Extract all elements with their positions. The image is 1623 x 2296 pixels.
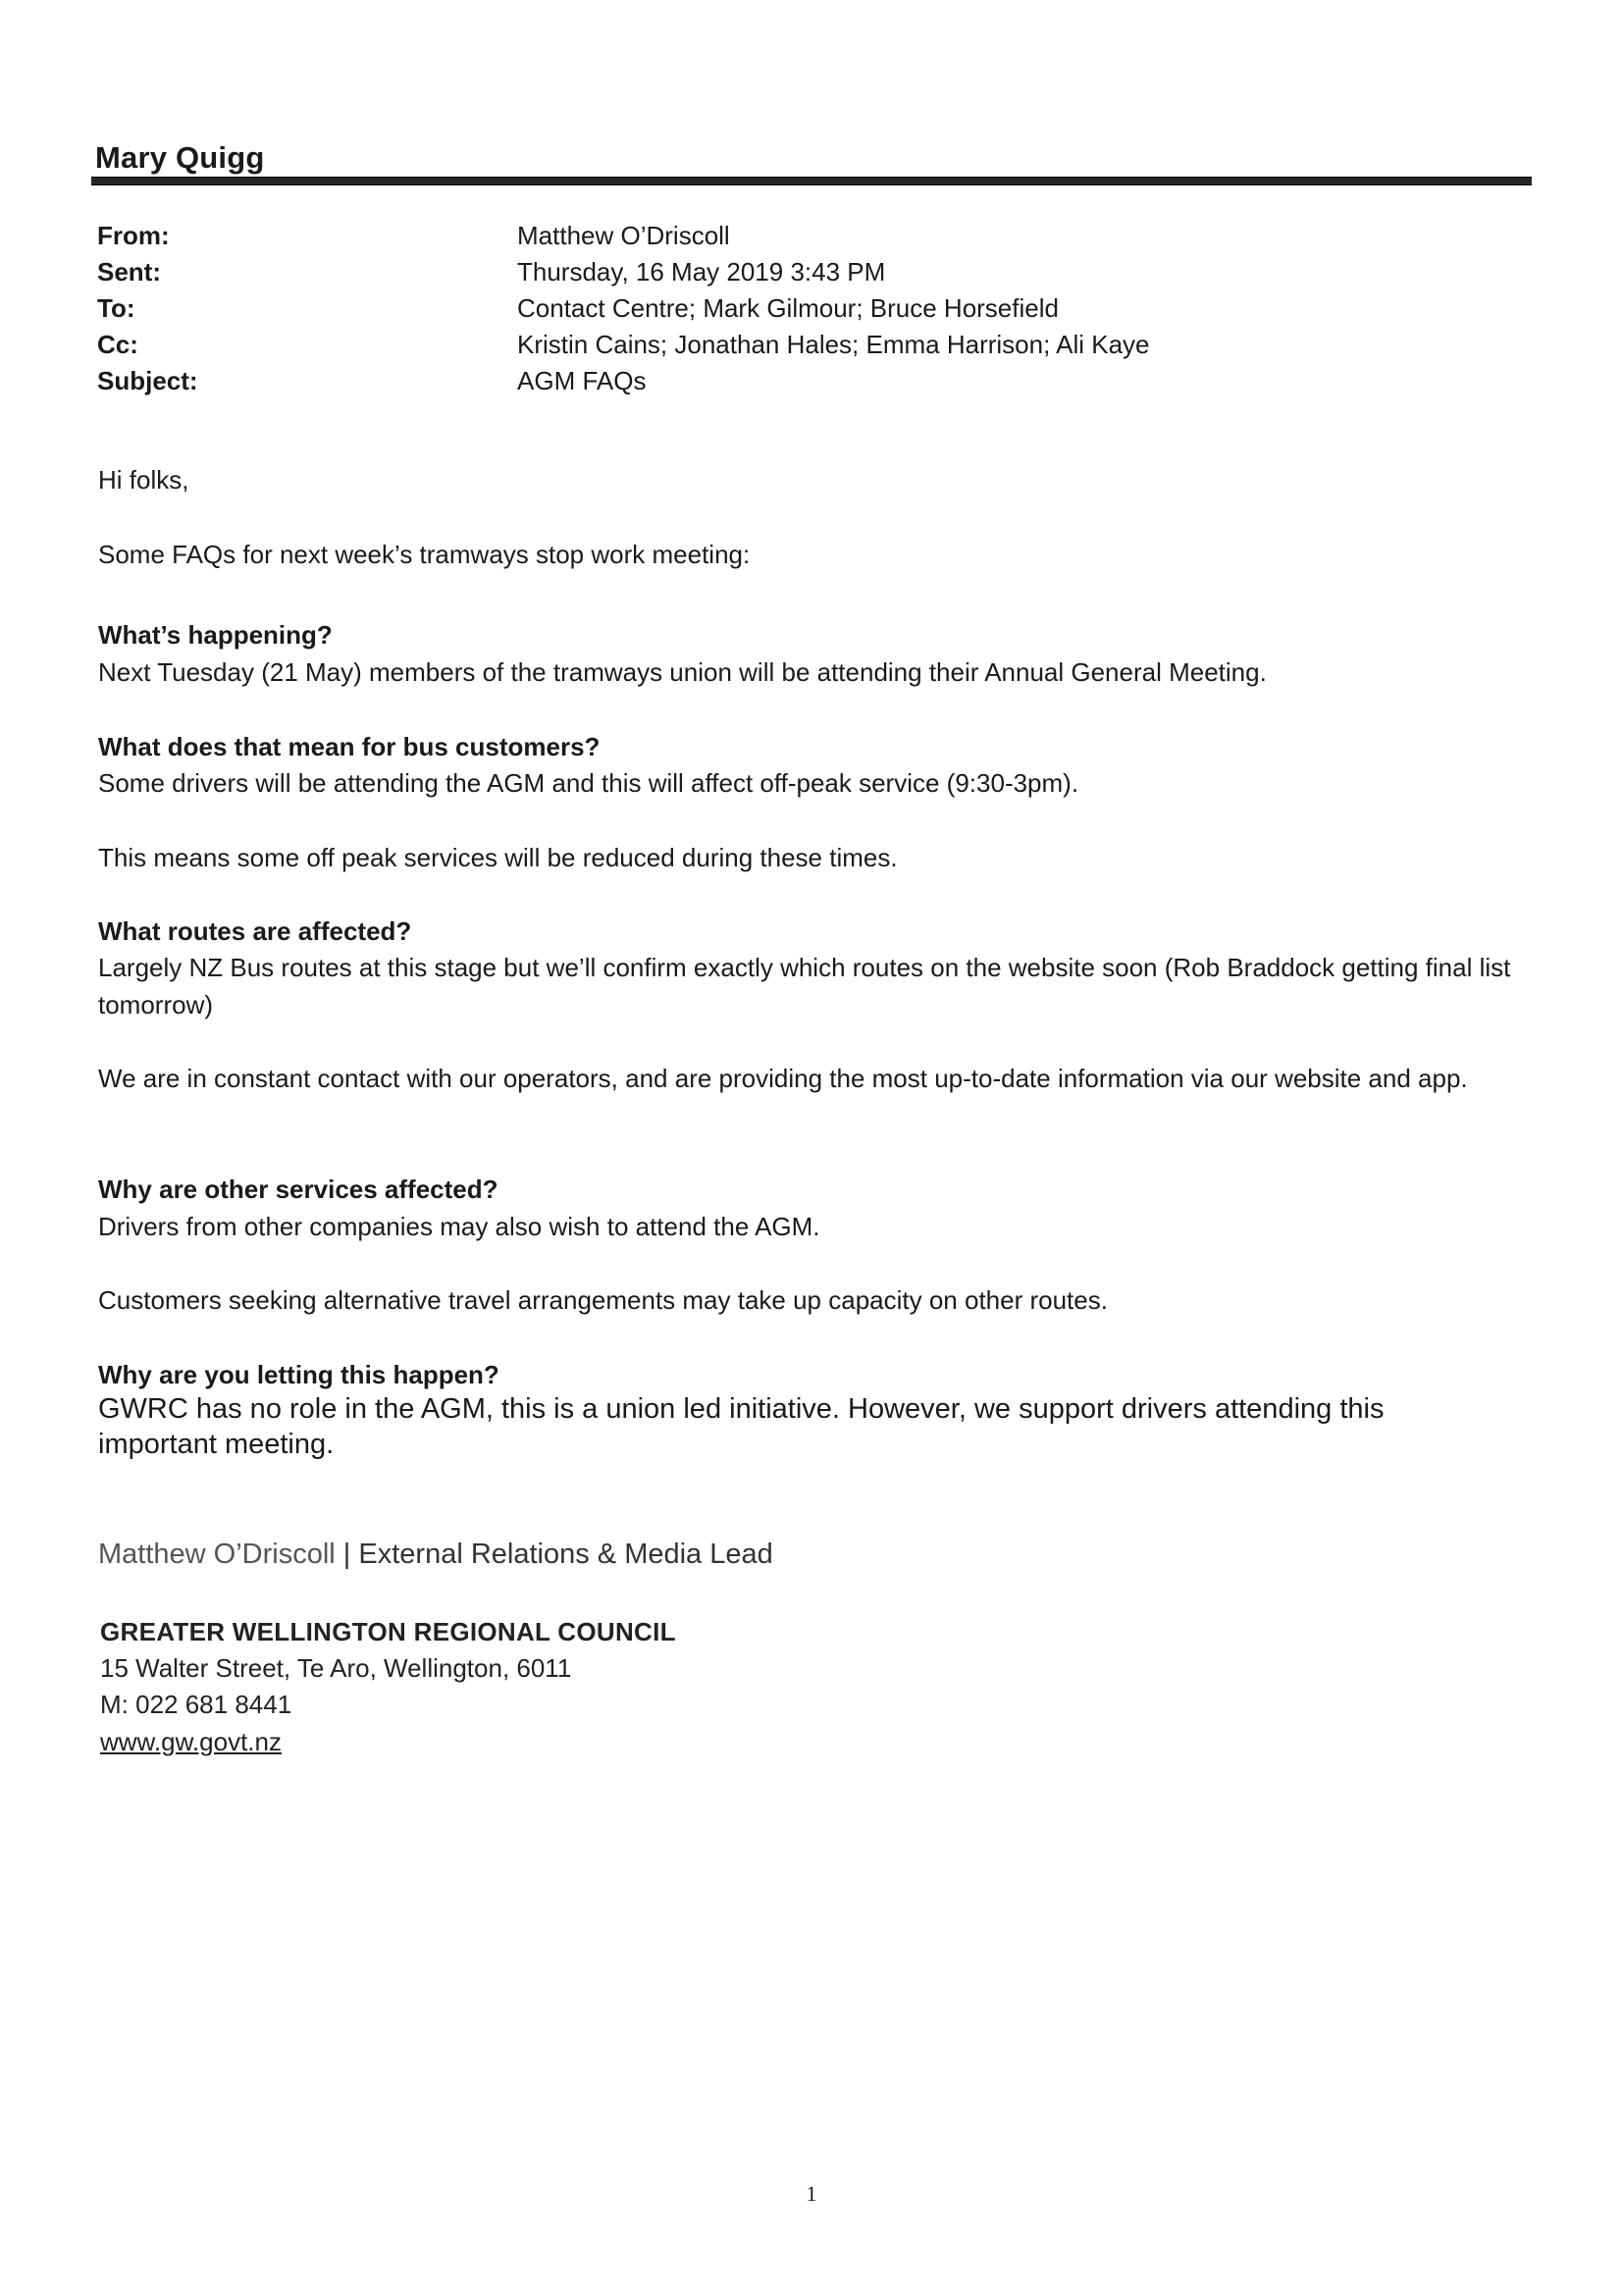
header-label: From:: [97, 221, 170, 250]
signature-mobile: M: 022 681 8441: [100, 1690, 292, 1719]
greeting: Hi folks,: [98, 465, 189, 495]
header-value-sent: Thursday, 16 May 2019 3:43 PM: [517, 257, 886, 287]
header-label: To:: [97, 293, 135, 323]
faq-answer-4: Drivers from other companies may also wish to attend the AGM.: [98, 1212, 820, 1241]
signature-website-link[interactable]: www.gw.govt.nz: [100, 1727, 282, 1756]
faq-answer-2: Some drivers will be attending the AGM and this will affect off-peak service (9:30-3pm).: [98, 768, 1079, 798]
signature-title: External Relations & Media Lead: [358, 1539, 773, 1570]
faq-answer-2b: This means some off peak services will be reduced during these times.: [98, 843, 898, 872]
header-row-to: [97, 290, 1471, 327]
mailbox-owner-name: Mary Quigg: [95, 140, 265, 175]
faq-question-3: What routes are affected?: [98, 916, 412, 946]
faq-answer-5: GWRC has no role in the AGM, this is a union led initiative. However, we support drivers attending this important meeting.: [98, 1393, 1385, 1460]
header-divider: [91, 177, 1532, 185]
header-row-from: [97, 218, 1471, 254]
page-number: 1: [806, 2181, 817, 2206]
faq-question-1: What’s happening?: [98, 620, 333, 650]
header-value-from: Matthew O’Driscoll: [517, 221, 730, 250]
faq-answer-3: Largely NZ Bus routes at this stage but we’ll confirm exactly which routes on the website soon (Rob Braddock getting final list tomorrow): [98, 953, 1511, 1019]
signature-separator: |: [342, 1539, 351, 1570]
faq-answer-3b: We are in constant contact with our operators, and are providing the most up-to-date information via our website and app.: [98, 1064, 1468, 1093]
signature-name-line: [98, 1539, 773, 1571]
header-row-cc: [97, 327, 1471, 363]
header-value-to: Contact Centre; Mark Gilmour; Bruce Horsefield: [517, 293, 1059, 323]
header-label: Cc:: [97, 330, 138, 359]
header-value-subject: AGM FAQs: [517, 366, 647, 395]
header-label: Sent:: [97, 257, 161, 287]
header-label: Subject:: [97, 366, 198, 395]
faq-question-4: Why are other services affected?: [98, 1174, 498, 1204]
signature-name: Matthew O’Driscoll: [98, 1539, 336, 1570]
faq-answer-1: Next Tuesday (21 May) members of the tramways union will be attending their Annual General Meeting.: [98, 657, 1267, 687]
header-row-sent: [97, 254, 1471, 290]
header-row-subject: [97, 363, 1471, 399]
signature-address: 15 Walter Street, Te Aro, Wellington, 6011: [100, 1653, 572, 1683]
header-value-cc: Kristin Cains; Jonathan Hales; Emma Harrison; Ali Kaye: [517, 330, 1150, 359]
intro-paragraph: Some FAQs for next week’s tramways stop work meeting:: [98, 540, 751, 569]
email-header-block: [97, 218, 1471, 399]
signature-organisation: GREATER WELLINGTON REGIONAL COUNCIL: [100, 1617, 676, 1646]
faq-answer-4b: Customers seeking alternative travel arrangements may take up capacity on other routes.: [98, 1285, 1108, 1315]
faq-question-5: Why are you letting this happen?: [98, 1360, 499, 1389]
faq-question-2: What does that mean for bus customers?: [98, 732, 601, 761]
